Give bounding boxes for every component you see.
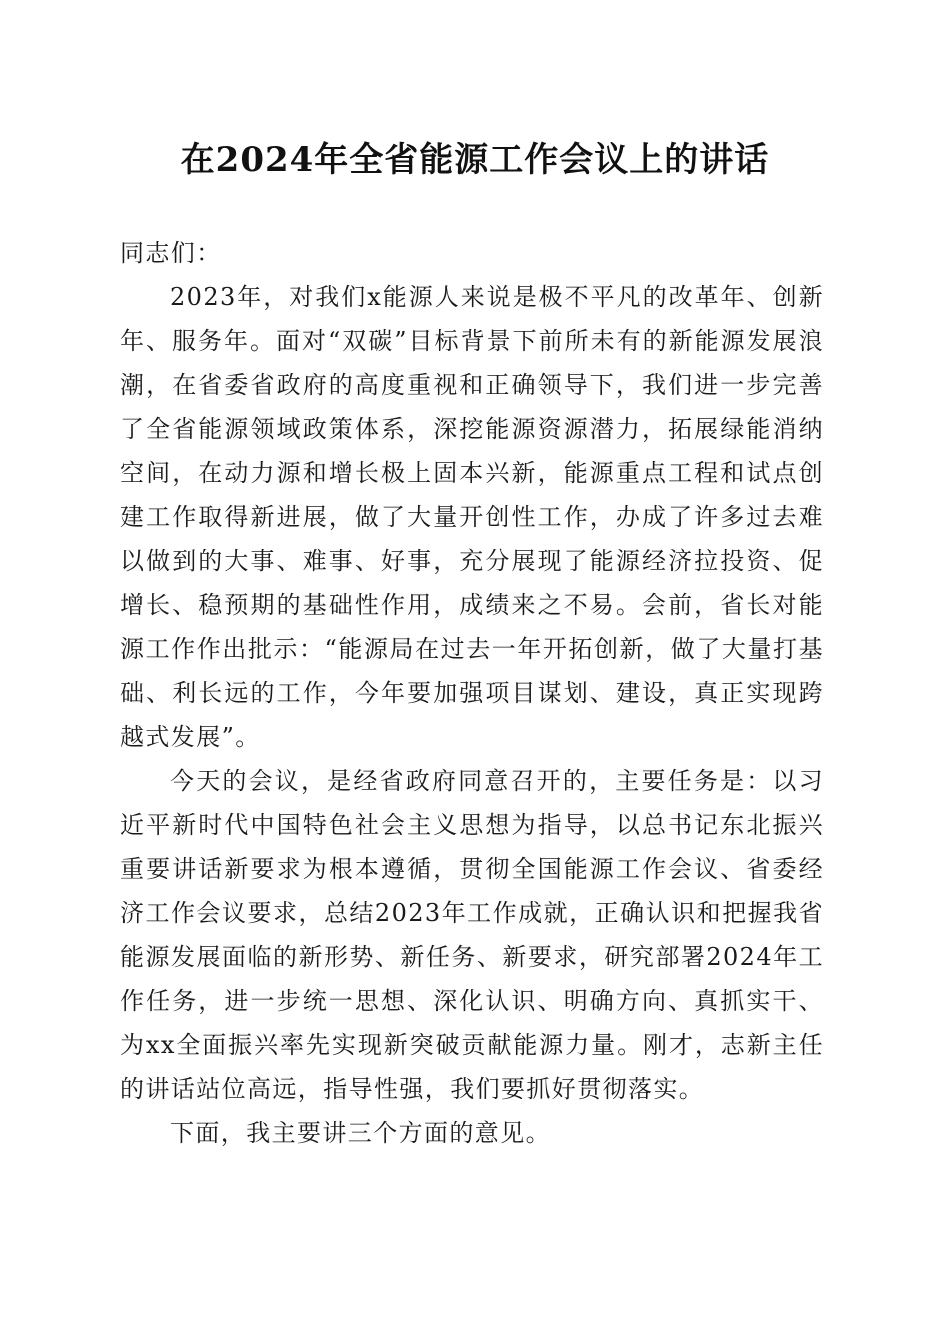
salutation: 同志们： bbox=[120, 239, 222, 267]
document-body bbox=[120, 231, 824, 1155]
paragraph-outline: 下面，我主要讲三个方面的意见。 bbox=[170, 1119, 551, 1147]
paragraph-meeting-tasks: 今天的会议，是经省政府同意召开的，主要任务是：以习近平新时代中国特色社会主义思想为指导，以总书记东北振兴重要讲话新要求为根本遵循，贯彻全国能源工作会议、省委经济工作会议要求，总结2023年工作成就，正确认识和把握我省能源发展面临的新形势、新任务、新要求，研究部署2024年工作任务，进一步统一思想、深化认识、明确方向、真抓实干、为xx全面振兴率先实现新突破贡献能源力量。刚才，志新主任的讲话站位高远，指导性强，我们要抓好贯彻落实。 bbox=[120, 767, 824, 1103]
paragraph-review: 2023年，对我们x能源人来说是极不平凡的改革年、创新年、服务年。面对“双碳”目标背景下前所未有的新能源发展浪潮，在省委省政府的高度重视和正确领导下，我们进一步完善了全省能源领域政策体系，深挖能源资源潜力，拓展绿能消纳空间，在动力源和增长极上固本兴新，能源重点工程和试点创建工作取得新进展，做了大量开创性工作，办成了许多过去难以做到的大事、难事、好事，充分展现了能源经济拉投资、促增长、稳预期的基础性作用，成绩来之不易。会前，省长对能源工作作出批示：“能源局在过去一年开拓创新，做了大量打基础、利长远的工作，今年要加强项目谋划、建设，真正实现跨越式发展”。 bbox=[120, 283, 824, 751]
document-title: 在2024年全省能源工作会议上的讲话 bbox=[180, 140, 770, 180]
